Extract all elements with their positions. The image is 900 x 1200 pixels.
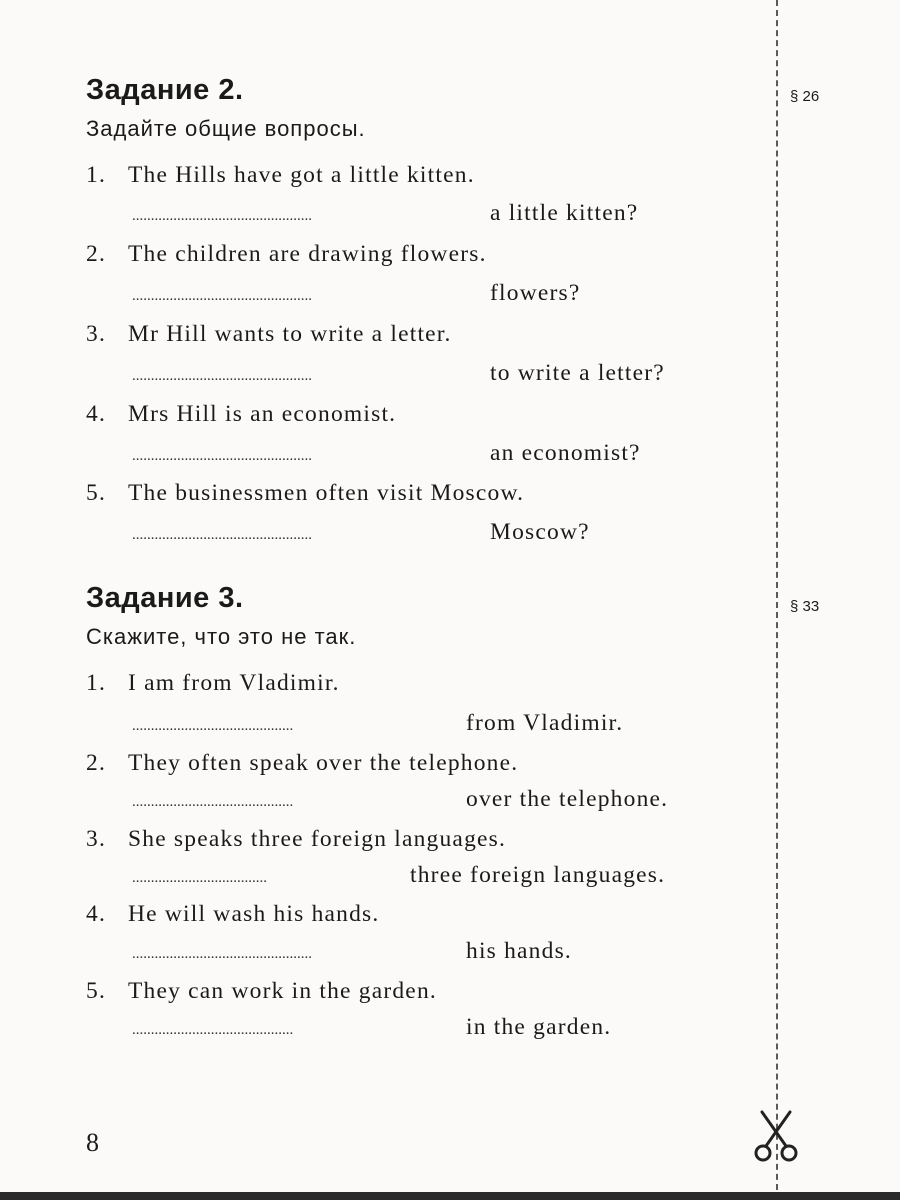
task3-answer-2[interactable] xyxy=(132,786,669,813)
cut-line xyxy=(776,0,778,1200)
task2-instruction: Задайте общие вопросы. xyxy=(86,116,366,141)
answer-blank[interactable]: ................................................ xyxy=(132,208,312,224)
answer-ending: flowers? xyxy=(490,280,581,306)
answer-ending: three foreign languages. xyxy=(410,862,666,888)
answer-ending: a little kitten? xyxy=(490,200,639,226)
item-number: 5. xyxy=(86,480,107,506)
task2-answer-5[interactable] xyxy=(132,519,590,546)
page-bottom-edge xyxy=(0,1192,900,1200)
task2-question-4 xyxy=(86,401,396,428)
item-number: 2. xyxy=(86,241,107,267)
task2-question-1 xyxy=(86,162,475,189)
answer-blank[interactable]: ................................................ xyxy=(132,946,312,962)
task2-question-2 xyxy=(86,241,487,268)
sentence: The businessmen often visit Moscow. xyxy=(128,480,525,506)
item-number: 2. xyxy=(86,750,107,776)
item-number: 1. xyxy=(86,670,107,696)
task2-answer-2[interactable] xyxy=(132,280,581,307)
task3-answer-1[interactable] xyxy=(132,710,624,737)
task3-question-5 xyxy=(86,978,437,1005)
task3-question-1 xyxy=(86,670,340,697)
task3-title: Задание 3. xyxy=(86,582,244,614)
answer-blank[interactable]: ................................................ xyxy=(132,448,312,464)
sentence: The Hills have got a little kitten. xyxy=(128,162,475,188)
task3-question-4 xyxy=(86,901,379,928)
answer-ending: to write a letter? xyxy=(490,360,665,386)
sentence: Mr Hill wants to write a letter. xyxy=(128,321,452,347)
answer-ending: over the telephone. xyxy=(466,786,669,812)
item-number: 4. xyxy=(86,401,107,427)
sentence: I am from Vladimir. xyxy=(128,670,340,696)
answer-blank[interactable]: ........................................... xyxy=(132,1022,294,1038)
sentence: She speaks three foreign languages. xyxy=(128,826,507,852)
task2-section-ref: § 26 xyxy=(790,88,820,105)
item-number: 5. xyxy=(86,978,107,1004)
item-number: 3. xyxy=(86,826,107,852)
answer-blank[interactable]: ........................................... xyxy=(132,794,294,810)
answer-ending: his hands. xyxy=(466,938,572,964)
sentence: Mrs Hill is an economist. xyxy=(128,401,397,427)
answer-blank[interactable]: ........................................... xyxy=(132,718,294,734)
sentence: The children are drawing flowers. xyxy=(128,241,487,267)
sentence: He will wash his hands. xyxy=(128,901,380,927)
answer-ending: an economist? xyxy=(490,440,641,466)
task2-answer-4[interactable] xyxy=(132,440,641,467)
task3-section-ref: § 33 xyxy=(790,598,820,615)
item-number: 1. xyxy=(86,162,107,188)
sentence: They can work in the garden. xyxy=(128,978,437,1004)
task3-answer-3[interactable] xyxy=(132,862,666,889)
item-number: 3. xyxy=(86,321,107,347)
task3-answer-4[interactable] xyxy=(132,938,572,965)
answer-ending: from Vladimir. xyxy=(466,710,624,736)
task3-instruction: Скажите, что это не так. xyxy=(86,624,357,649)
answer-blank[interactable]: ................................................ xyxy=(132,288,312,304)
answer-blank[interactable]: ................................................ xyxy=(132,368,312,384)
item-number: 4. xyxy=(86,901,107,927)
answer-ending: Moscow? xyxy=(490,519,590,545)
task2-answer-1[interactable] xyxy=(132,200,639,227)
task3-question-3 xyxy=(86,826,506,853)
task2-answer-3[interactable] xyxy=(132,360,665,387)
answer-blank[interactable]: .................................... xyxy=(132,870,267,886)
page-number: 8 xyxy=(86,1128,99,1157)
task2-question-5 xyxy=(86,480,524,507)
task2-title: Задание 2. xyxy=(86,74,244,106)
task3-question-2 xyxy=(86,750,518,777)
task2-question-3 xyxy=(86,321,452,348)
answer-ending: in the garden. xyxy=(466,1014,612,1040)
sentence: They often speak over the telephone. xyxy=(128,750,519,776)
answer-blank[interactable]: ................................................ xyxy=(132,527,312,543)
scissors-icon xyxy=(752,1108,800,1164)
task3-answer-5[interactable] xyxy=(132,1014,612,1041)
